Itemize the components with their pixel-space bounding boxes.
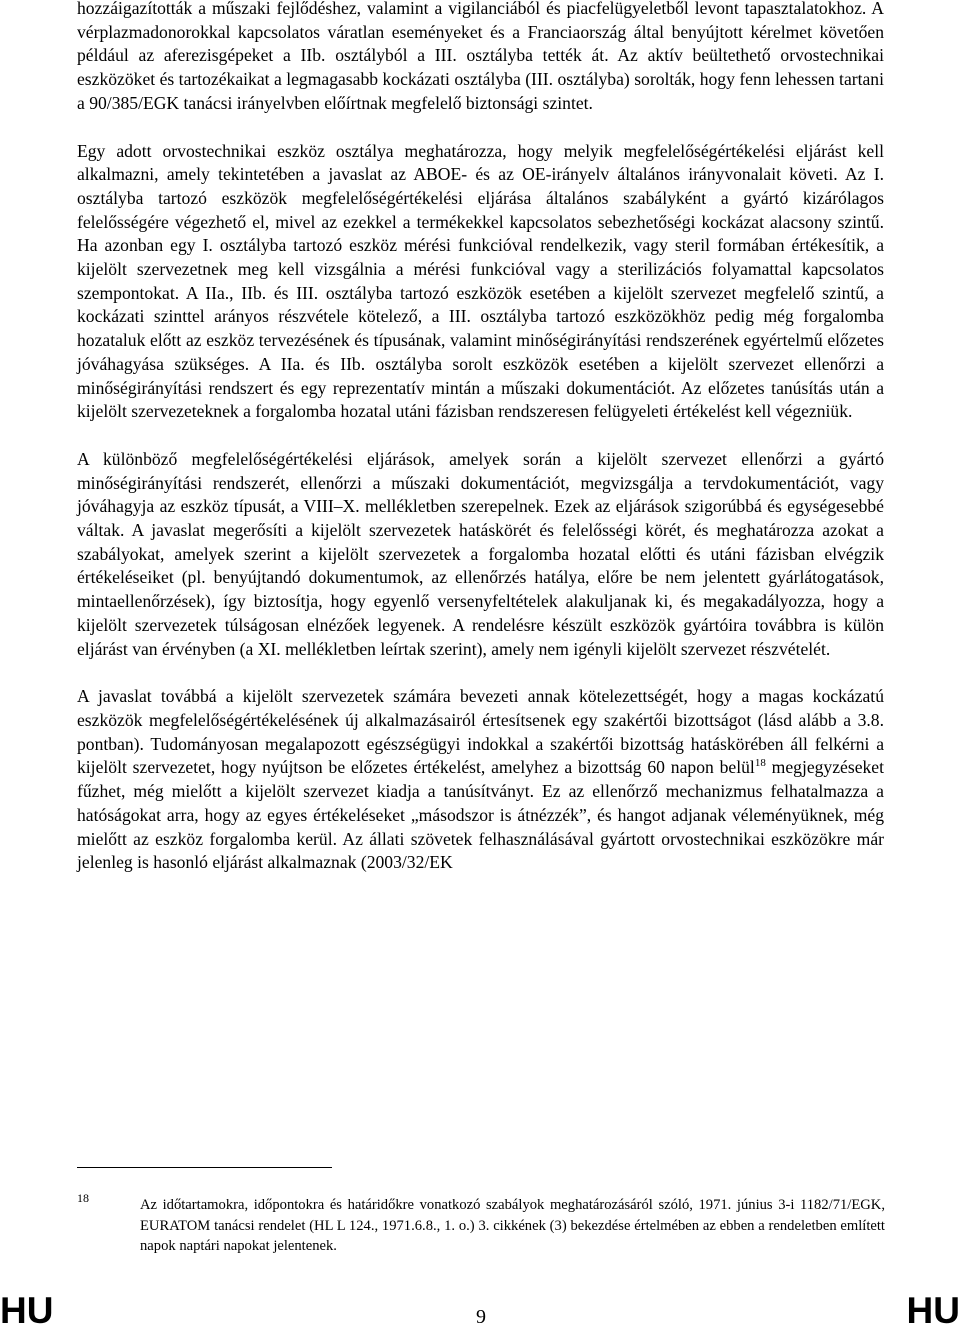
paragraph-4-text-after: megjegyzéseket fűzhet, még mielőtt a kijelölt szervezet kiadja a tanúsítványt. Ez az ellenőrző mechanizmus felhatalmazza a hatóságokat arra, hogy az egyes értékeléseket „másodszor is átnézzék”, és hangot adjanak véleményüknek, még mielőtt az eszköz forgalomba kerül. Az állati szövetek felhasználásával gyártott orvostechnikai eszközökre már jelenleg is hasonló eljárást alkalmaznak (2003/32/EK: [77, 757, 885, 873]
paragraph-4: [77, 685, 884, 875]
page-number: 9: [476, 1306, 486, 1328]
footnote-number: 18: [77, 1191, 89, 1205]
paragraph-3: A különböző megfelelőségértékelési eljárások, amelyek során a kijelölt szervezet ellenőrzi a gyártó minőségirányítási rendszerét, ellenőrzi a műszaki dokumentációt, megvizsgálja a tervdokumentációt, vagy jóváhagyja az eszköz típusát, a VIII–X. mellékletben szerepelnek. Ezek az eljárások szigorúbbá és egységesebbé váltak. A javaslat megerősíti a kijelölt szervezetek hatáskörét és felelősségi körét, és meghatározza azokat a szabályokat, amelyek szerint a kijelölt szervezetek a forgalomba hozatal előtti és utáni fázisban elvégzik értékeléseiket (pl. benyújtandó dokumentumok, az ellenőrzés hatálya, előre be nem jelentett gyárlátogatások, mintaellenőrzések), így biztosítja, hogy egyenlő versenyfeltételek alakuljanak ki, és megakadályozza, hogy a kijelölt szervezetek túlságosan elnézőek legyenek. A rendelésre készült eszközök gyártóira továbbra is külön eljárást van érvényben (a XI. mellékletben leírtak szerint), amely nem igényli kijelölt szervezet részvételét.: [77, 448, 884, 659]
footnote-reference[interactable]: 18: [754, 757, 766, 770]
language-code-left: HU: [0, 1290, 54, 1331]
language-code-right: HU: [906, 1290, 960, 1331]
paragraph-4-text-before: A javaslat továbbá a kijelölt szervezetek számára bevezeti annak kötelezettségét, hogy a magas kockázatú eszközök megfelelőségértékelésének új alkalmazásairól értesítsenek egy szakértői bizottságot (lásd alább a 3.8. pontban). Tudományosan megalapozott egészségügyi indokkal a szakértői bizottság hatáskörében áll felkérni a kijelölt szervezetet, hogy nyújtson be előzetes értékelést, amelyhez a bizottság 60 napon belül: [77, 686, 884, 778]
footnote-text: Az időtartamokra, időpontokra és határidőkre vonatkozó szabályok meghatározásáról szóló, 1971. június 3-i 1182/71/EGK, EURATOM tanácsi rendelet (HL L 124., 1971.6.8., 1. o.) 3. cikkének (3) bekezdése értelmében az ebben a rendeletben említett napok naptári napokat jelentenek.: [140, 1197, 885, 1254]
paragraph-1: hozzáigazították a műszaki fejlődéshez, valamint a vigilanciából és piacfelügyeletből levont tapasztalatokhoz. A vérplazmadonorokkal kapcsolatos váratlan eseményeket és a Franciaország által benyújtott kérelmet követően például az aferezisgépeket a IIb. osztályból a III. osztályba tették át. Az aktív beültethető orvostechnikai eszközöket és tartozékaikat a legmagasabb kockázati osztályba (III. osztályba) sorolták, hogy fenn lehessen tartani a 90/385/EGK tanácsi irányelvben előírtnak megfelelő biztonsági szintet.: [77, 0, 884, 113]
footnote-separator: [77, 1167, 332, 1168]
paragraph-2: Egy adott orvostechnikai eszköz osztálya meghatározza, hogy melyik megfelelőségértékelési eljárást kell alkalmazni, amely tekintetében a javaslat az ABOE- és az OE-irányelv általános irányvonalait követi. Az I. osztályba tartozó eszközök megfelelőségértékelési eljárása általános szabályként a gyártó kizárólagos felelősségére végezhető el, mivel az ezekkel a termékekkel kapcsolatos sebezhetőségi kockázat alacsony szintű. Ha azonban egy I. osztályba tartozó eszköz mérési funkcióval rendelkezik, vagy steril formában értékesítik, a kijelölt szervezetnek meg kell vizsgálnia a mérési funkcióval vagy a sterilizációs folyamattal kapcsolatos szempontokat. A IIa., IIb. és III. osztályba tartozó eszközök esetében a kijelölt szervezet megfelelő szintű, a kockázati szinttel arányos részvétele kötelező, a III. osztályba tartozó eszközökhöz pedig még forgalomba hozataluk előtt az eszköz tervezésének és típusának, valamint minőségirányítási rendszerének egyértelmű előzetes jóváhagyása szükséges. A IIa. és IIb. osztályba sorolt eszközök esetében a kijelölt szervezet ellenőrzi a minőségirányítási rendszert és egy reprezentatív mintán a műszaki dokumentációt. Az előzetes tanúsítás után a kijelölt szervezeteknek a forgalomba hozatal utáni fázisban rendszeresen felügyeleti értékelést kell végezniük.: [77, 140, 884, 422]
body-text: [77, 0, 884, 899]
